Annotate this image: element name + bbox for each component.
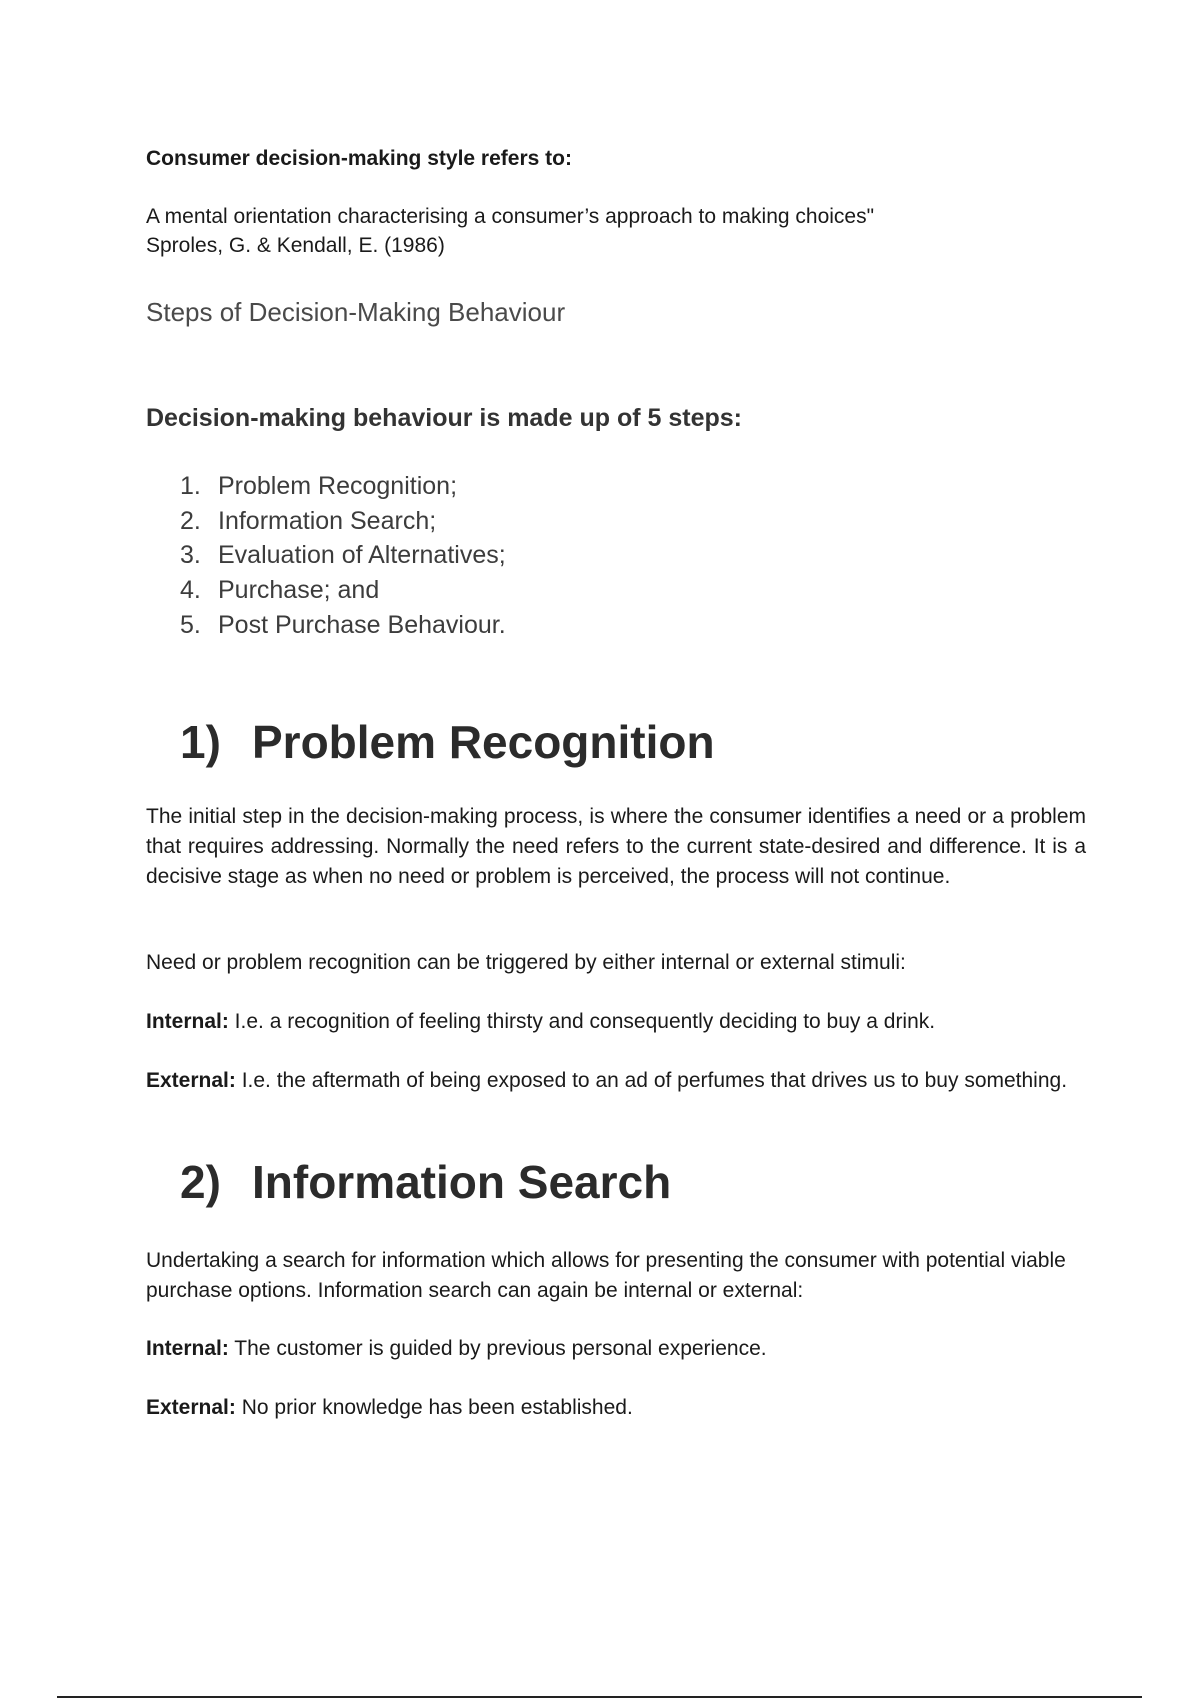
list-item-label: Purchase; and xyxy=(218,576,380,605)
list-number: 1. xyxy=(180,472,201,500)
external-text: No prior knowledge has been established. xyxy=(235,1396,633,1419)
list-number: 5. xyxy=(180,610,201,639)
list-item xyxy=(180,538,506,573)
list-number: 3. xyxy=(180,541,201,570)
section-title: Problem Recognition xyxy=(252,716,715,768)
list-item xyxy=(180,573,506,608)
section-heading-information-search xyxy=(180,1154,671,1210)
internal-label: Internal: xyxy=(146,1010,229,1033)
list-item-label: Problem Recognition; xyxy=(218,472,458,500)
section-heading-problem-recognition xyxy=(180,714,715,770)
stimuli-paragraph: Need or problem recognition can be triggered by either internal or external stimuli: xyxy=(146,951,906,974)
subtitle: Steps of Decision-Making Behaviour xyxy=(146,297,566,327)
steps-list xyxy=(180,469,506,643)
list-number: 4. xyxy=(180,576,201,605)
list-item-label: Evaluation of Alternatives; xyxy=(218,541,506,570)
external-search-paragraph xyxy=(146,1393,633,1423)
list-number: 2. xyxy=(180,506,201,535)
definition-citation: Sproles, G. & Kendall, E. (1986) xyxy=(146,234,445,257)
problem-recognition-paragraph: The initial step in the decision-making process, is where the consumer identifies a need or a problem that requires addressing. Normally the need refers to the current state-desired and difference. It is a decisive stage as when no need or problem is perceived, the process will not continue. xyxy=(146,805,1086,888)
definition-heading: Consumer decision-making style refers to: xyxy=(146,147,572,170)
list-item-label: Information Search; xyxy=(218,506,437,535)
internal-label: Internal: xyxy=(146,1337,229,1360)
section-number: 1) xyxy=(180,716,221,768)
internal-search-paragraph xyxy=(146,1334,767,1364)
external-label: External: xyxy=(146,1069,236,1092)
section-number: 2) xyxy=(180,1156,221,1208)
information-search-paragraph: Undertaking a search for information which allows for presenting the consumer with potential viable purchase options. Information search can again be internal or external: xyxy=(146,1249,1066,1302)
definition-quote: A mental orientation characterising a consumer’s approach to making choices" xyxy=(146,205,875,228)
bottom-divider xyxy=(57,1696,1142,1698)
external-stimulus-paragraph xyxy=(146,1066,1086,1096)
steps-intro-heading: Decision-making behaviour is made up of 5 steps: xyxy=(146,404,742,432)
external-label: External: xyxy=(146,1396,236,1419)
internal-text: I.e. a recognition of feeling thirsty and consequently deciding to buy a drink. xyxy=(228,1010,936,1033)
list-item xyxy=(180,504,506,539)
internal-text: The customer is guided by previous personal experience. xyxy=(228,1337,767,1360)
internal-stimulus-paragraph xyxy=(146,1007,935,1037)
list-item xyxy=(180,608,506,643)
list-item-label: Post Purchase Behaviour. xyxy=(218,610,506,639)
section-title: Information Search xyxy=(252,1156,672,1208)
external-text: I.e. the aftermath of being exposed to an ad of perfumes that drives us to buy something. xyxy=(235,1069,1068,1092)
list-item xyxy=(180,469,506,504)
